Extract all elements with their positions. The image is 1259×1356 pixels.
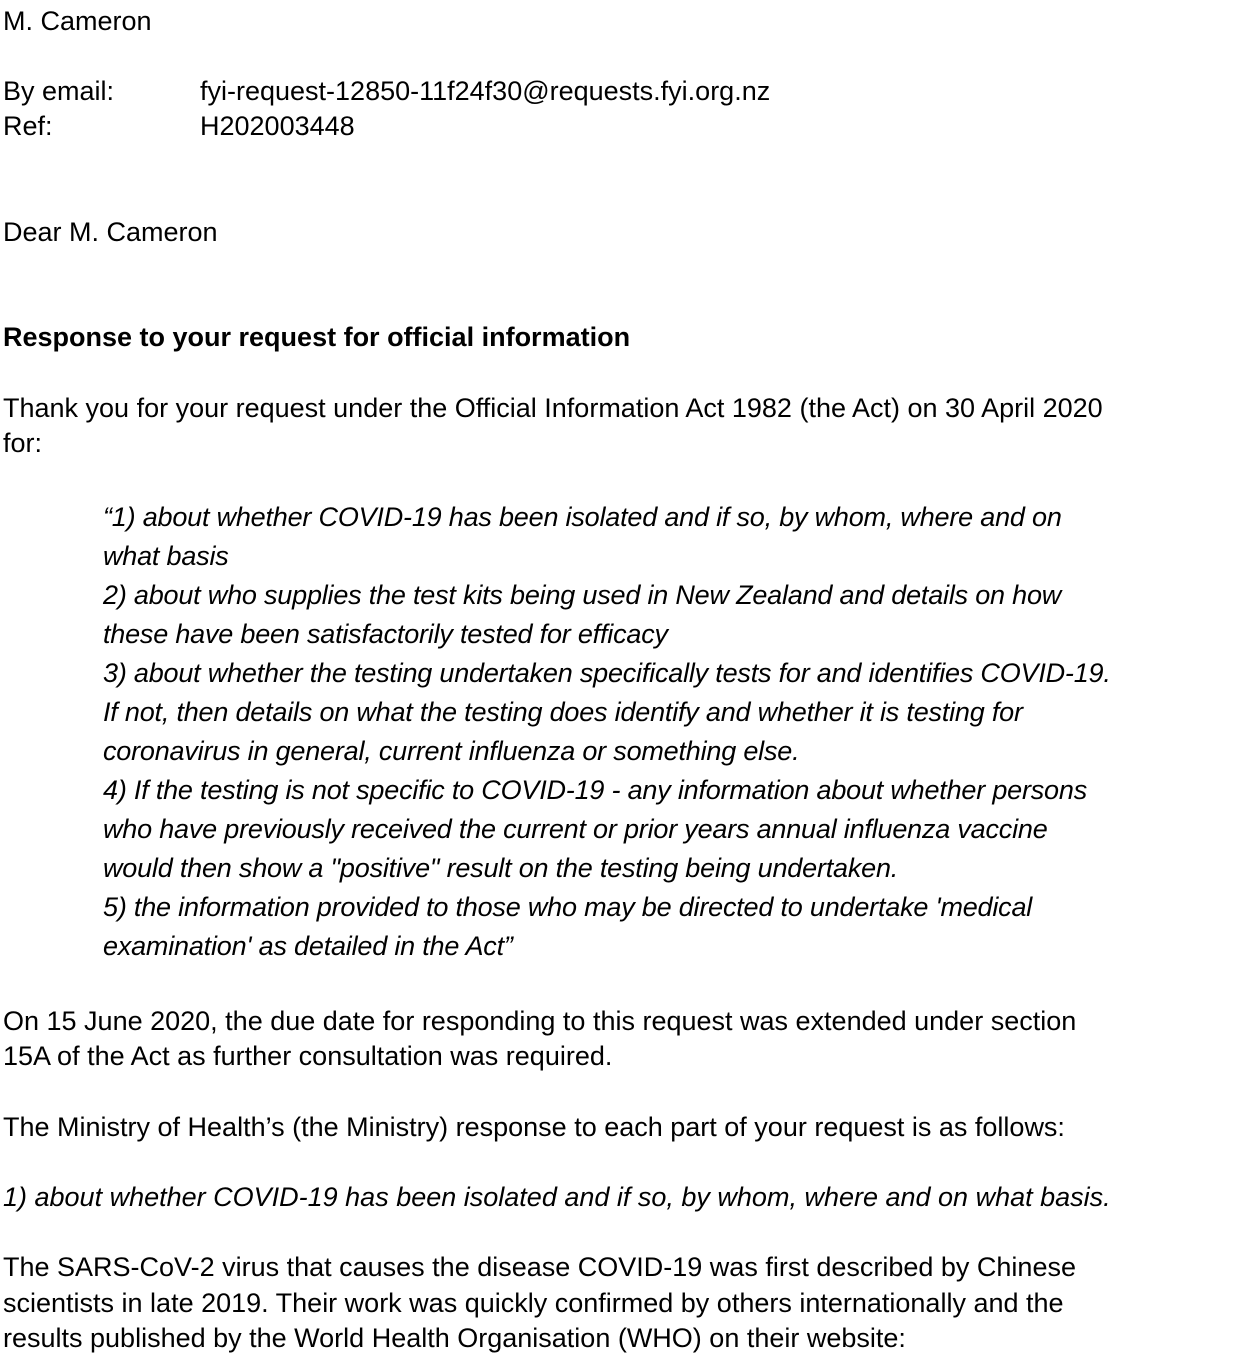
question-1: 1) about whether COVID-19 has been isolated and if so, by whom, where and on what basis.	[3, 1182, 1111, 1212]
salutation: Dear M. Cameron	[3, 217, 218, 247]
quote-line: 5) the information provided to those who may be directed to undertake 'medical	[103, 892, 1033, 922]
answer-1-line: scientists in late 2019. Their work was quickly confirmed by others internationally and the	[3, 1288, 1064, 1318]
quote-line: examination' as detailed in the Act”	[103, 931, 513, 961]
email-value: fyi-request-12850-11f24f30@requests.fyi.org.nz	[200, 76, 771, 106]
intro-line-2: for:	[3, 428, 43, 458]
quote-line: these have been satisfactorily tested for efficacy	[103, 619, 668, 649]
quote-line: who have previously received the current or prior years annual influenza vaccine	[103, 814, 1048, 844]
quote-line: 2) about who supplies the test kits being used in New Zealand and details on how	[103, 580, 1062, 610]
response-intro: The Ministry of Health’s (the Ministry) response to each part of your request is as follows:	[3, 1112, 1065, 1142]
extension-line-1: On 15 June 2020, the due date for responding to this request was extended under section	[3, 1006, 1077, 1036]
email-label: By email:	[3, 76, 115, 106]
intro-line-1: Thank you for your request under the Official Information Act 1982 (the Act) on 30 April 2020	[3, 393, 1103, 423]
answer-1-line: The SARS-CoV-2 virus that causes the disease COVID-19 was first described by Chinese	[3, 1252, 1076, 1282]
quote-line: would then show a "positive" result on the testing being undertaken.	[103, 853, 899, 883]
answer-1-line: results published by the World Health Organisation (WHO) on their website:	[3, 1323, 906, 1353]
quote-line: coronavirus in general, current influenza or something else.	[103, 736, 800, 766]
quote-line: 4) If the testing is not specific to COVID-19 - any information about whether persons	[103, 775, 1087, 805]
extension-line-2: 15A of the Act as further consultation was required.	[3, 1041, 613, 1071]
ref-value: H202003448	[200, 111, 355, 141]
quote-line: 3) about whether the testing undertaken specifically tests for and identifies COVID-19.	[103, 658, 1111, 688]
recipient-name: M. Cameron	[3, 6, 152, 36]
quote-line: If not, then details on what the testing does identify and whether it is testing for	[103, 697, 1023, 727]
ref-label: Ref:	[3, 111, 53, 141]
quote-line: “1) about whether COVID-19 has been isolated and if so, by whom, where and on	[103, 502, 1062, 532]
quote-line: what basis	[103, 541, 229, 571]
letter-heading: Response to your request for official information	[3, 322, 631, 352]
